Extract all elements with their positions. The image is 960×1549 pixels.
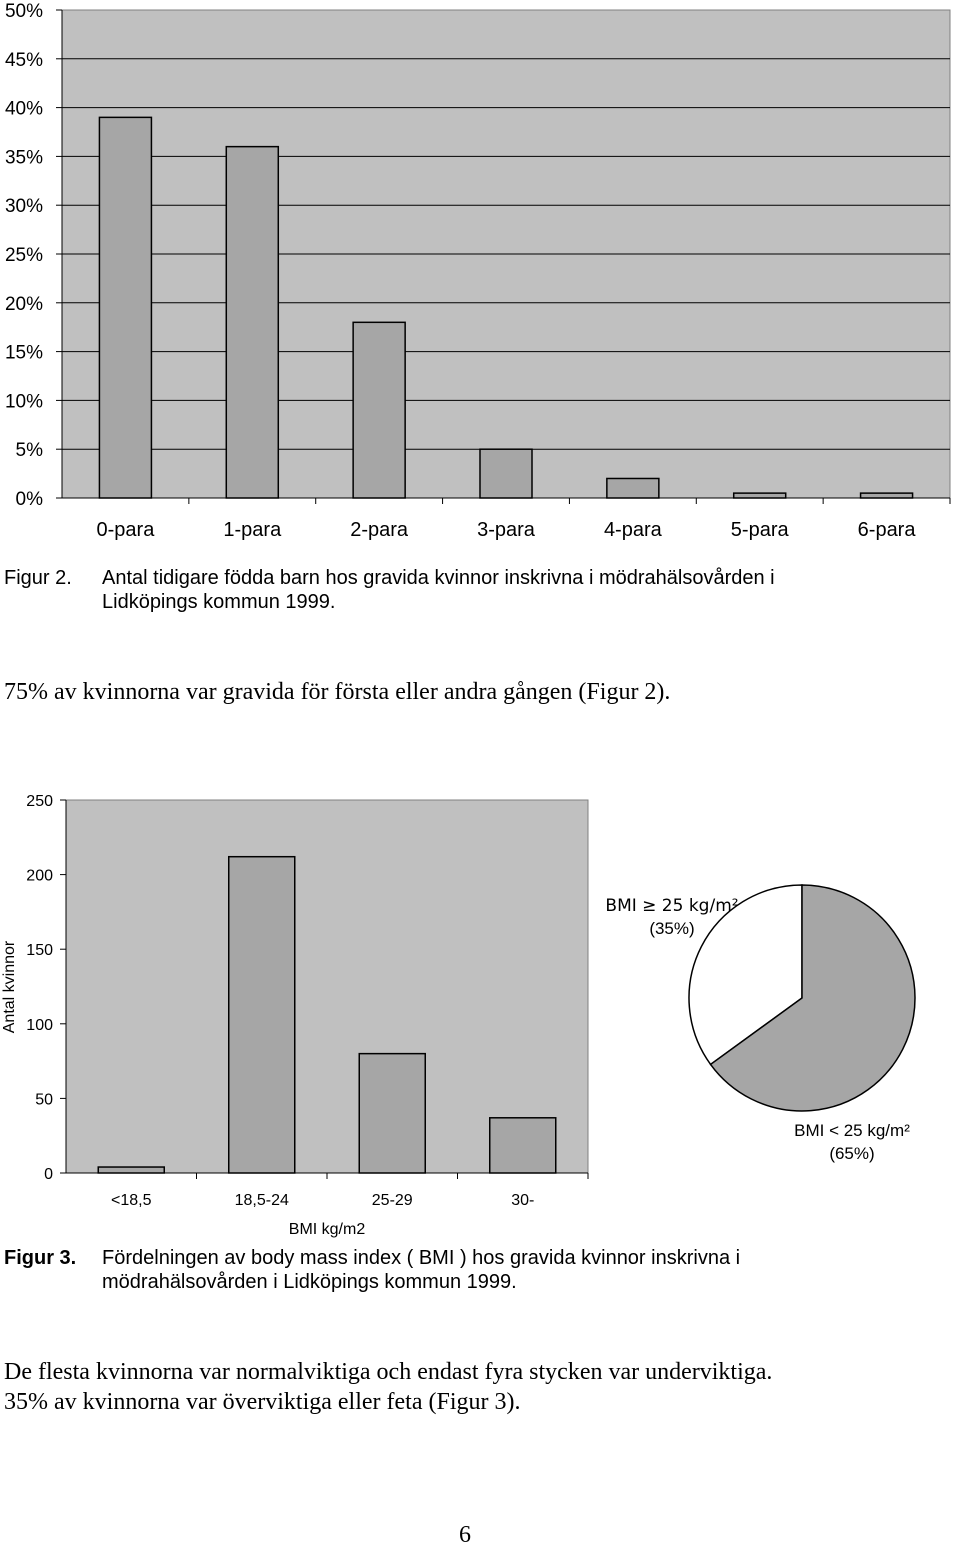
x-tick-label: 3-para [477,519,535,541]
y-tick-label: 40% [4,98,43,120]
figure-3-line-1: Fördelningen av body mass index ( BMI ) hos gravida kvinnor inskrivna i [102,1247,741,1269]
x-tick-label: <18,5 [111,1192,152,1209]
y-tick-label: 30% [4,196,43,218]
y-tick-label: 10% [4,391,43,413]
y-tick-label: 0 [44,1166,53,1183]
pie-label-bmi-25-plus: BMI ≥ 25 kg/m² [605,896,739,916]
x-tick-label: 18,5-24 [234,1192,289,1209]
y-tick-label: 25% [4,245,43,266]
y-tick-label: 5% [15,440,43,462]
page-number: 6 [459,1522,471,1548]
y-tick-label: 250 [26,793,53,810]
y-tick-label: 150 [26,942,53,960]
figure-3-caption [4,1246,904,1296]
x-tick-label: 1-para [223,519,282,541]
x-tick-label: 6-para [857,519,916,541]
x-tick-label: 2-para [350,519,409,541]
x-tick-label: 25-29 [371,1192,413,1209]
figure-2-line-2: Lidköpings kommun 1999. [102,591,336,613]
pie-label-bmi-under-25-percent: (65%) [829,1144,875,1163]
x-tick-label: 5-para [730,519,789,541]
y-tick-label: 100 [26,1016,53,1034]
y-axis-label: Antal kvinnor [1,940,18,1034]
figure-2-label: Figur 2. [4,567,72,589]
figure-3-line-2: mödrahälsovården i Lidköpings kommun 1999. [102,1271,517,1293]
y-tick-label: 200 [26,867,53,885]
x-axis-label: BMI kg/m2 [288,1221,366,1238]
paragraph-bmi-line-1: De flesta kvinnorna var normalviktiga och endast fyra stycken var underviktiga. [4,1359,773,1385]
figure-2-line-1: Antal tidigare födda barn hos gravida kvinnor inskrivna i mödrahälsovården i [102,567,775,589]
x-tick-label: 30- [511,1192,535,1209]
figure-3-label: Figur 3. [4,1247,77,1269]
y-tick-label: 50% [4,1,43,22]
paragraph-bmi-line-2: 35% av kvinnorna var överviktiga eller feta (Figur 3). [4,1389,521,1415]
paragraph-parity: 75% av kvinnorna var gravida för första eller andra gången (Figur 2). [4,679,671,705]
y-tick-label: 45% [4,49,43,71]
y-tick-label: 20% [4,293,43,315]
x-tick-label: 4-para [603,519,662,541]
x-tick-label: 0-para [96,519,155,541]
pie-label-bmi-under-25: BMI < 25 kg/m² [794,1121,910,1140]
y-tick-label: 15% [4,342,43,364]
y-tick-label: 0% [15,489,43,510]
y-tick-label: 35% [4,147,43,169]
y-tick-label: 50 [35,1091,53,1109]
pie-label-bmi-25-plus-percent: (35%) [649,919,695,938]
figure-3-text [102,1246,862,1294]
